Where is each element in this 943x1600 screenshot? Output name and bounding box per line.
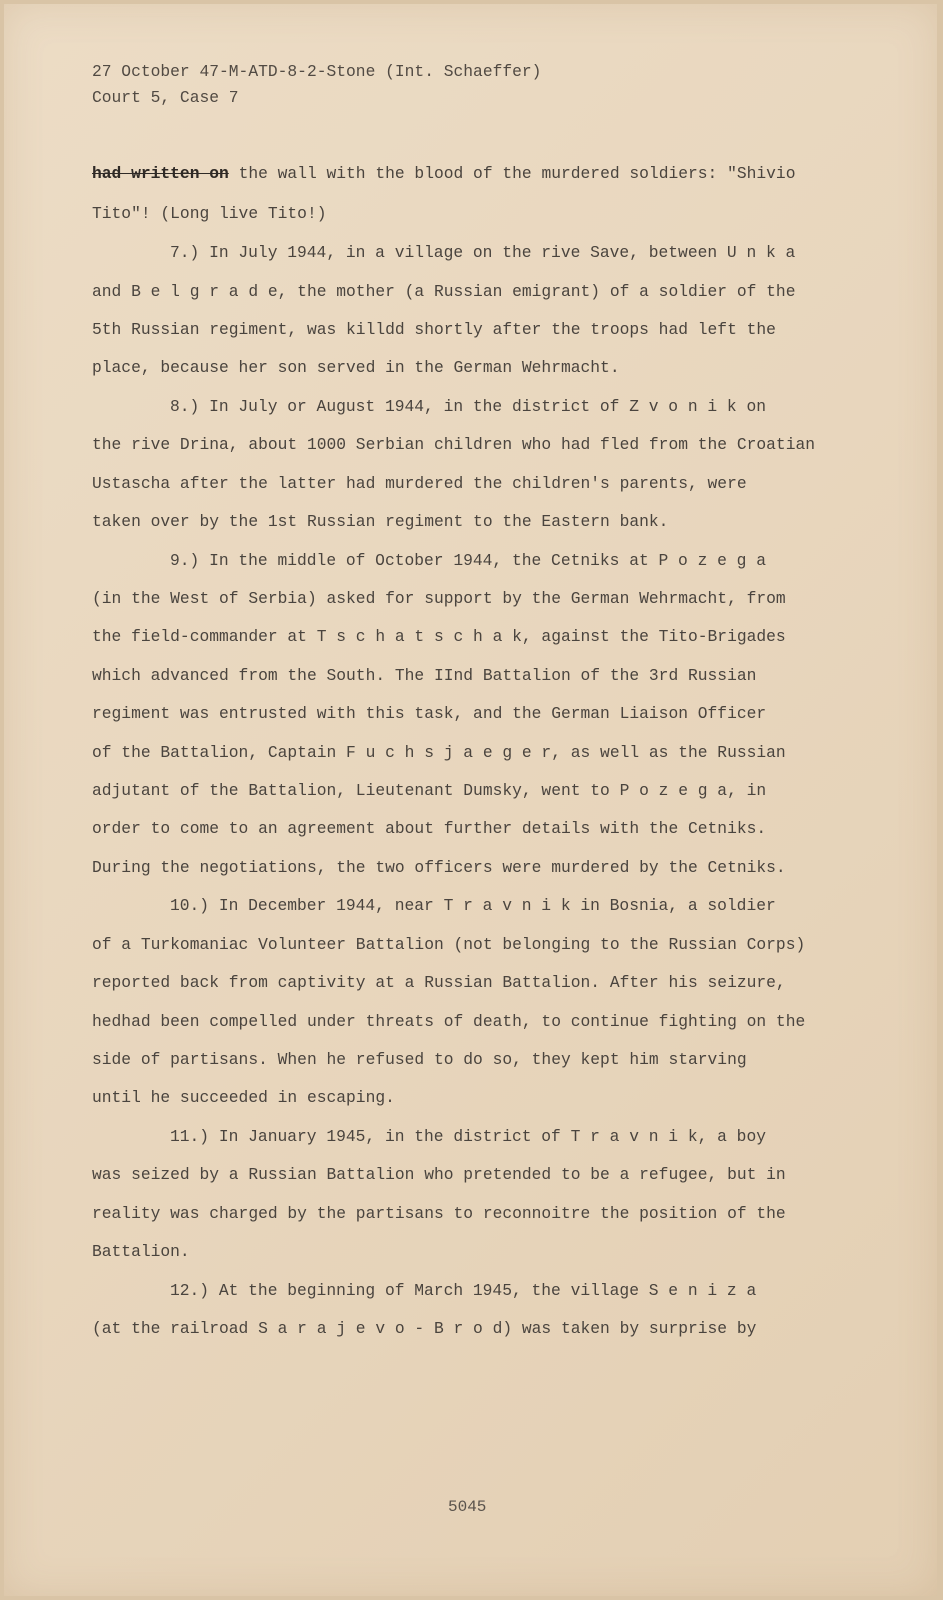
body-line	[92, 164, 795, 184]
body-line: During the negotiations, the two officers were murdered by the Cetniks.	[92, 858, 786, 877]
paragraph-9-start: 9.) In the middle of October 1944, the Cetniks at P o z e g a	[170, 551, 766, 570]
body-line: side of partisans. When he refused to do so, they kept him starving	[92, 1050, 747, 1069]
body-line: regiment was entrusted with this task, and the German Liaison Officer	[92, 704, 767, 723]
paragraph-8-start: 8.) In July or August 1944, in the district of Z v o n i k on	[170, 397, 766, 416]
body-line: of a Turkomaniac Volunteer Battalion (not belonging to the Russian Corps)	[92, 935, 806, 954]
body-line: the rive Drina, about 1000 Serbian children who had fled from the Croatian	[92, 435, 816, 454]
line-text: the wall with the blood of the murdered soldiers: "Shivio	[228, 164, 796, 183]
body-line: of the Battalion, Captain F u c h s j a e g e r, as well as the Russian	[92, 743, 786, 762]
body-line: Battalion.	[92, 1242, 190, 1261]
paragraph-11-start: 11.) In January 1945, in the district of T r a v n i k, a boy	[170, 1127, 766, 1146]
paragraph-12-start: 12.) At the beginning of March 1945, the village S e n i z a	[170, 1281, 757, 1300]
body-line: order to come to an agreement about further details with the Cetniks.	[92, 819, 767, 838]
page-number: 5045	[448, 1498, 487, 1516]
body-line: and B e l g r a d e, the mother (a Russian emigrant) of a soldier of the	[92, 282, 796, 301]
body-line: reported back from captivity at a Russian Battalion. After his seizure,	[92, 973, 786, 992]
body-line: taken over by the 1st Russian regiment to the Eastern bank.	[92, 512, 669, 531]
header-line-1: 27 October 47-M-ATD-8-2-Stone (Int. Schaeffer)	[92, 62, 542, 81]
paragraph-10-start: 10.) In December 1944, near T r a v n i k in Bosnia, a soldier	[170, 896, 776, 915]
body-line: place, because her son served in the German Wehrmacht.	[92, 358, 620, 377]
body-line: 5th Russian regiment, was killdd shortly after the troops had left the	[92, 320, 776, 339]
body-line: was seized by a Russian Battalion who pretended to be a refugee, but in	[92, 1165, 786, 1184]
body-line: the field-commander at T s c h a t s c h a k, against the Tito-Brigades	[92, 627, 786, 646]
paragraph-7-start: 7.) In July 1944, in a village on the rive Save, between U n k a	[170, 243, 796, 262]
document-page	[4, 4, 937, 1596]
struck-text: had written on	[92, 164, 229, 183]
body-line: hedhad been compelled under threats of death, to continue fighting on the	[92, 1012, 806, 1031]
body-line: adjutant of the Battalion, Lieutenant Dumsky, went to P o z e g a, in	[92, 781, 767, 800]
body-line: until he succeeded in escaping.	[92, 1088, 395, 1107]
body-line: reality was charged by the partisans to reconnoitre the position of the	[92, 1204, 786, 1223]
header-line-2: Court 5, Case 7	[92, 88, 239, 107]
body-line: (at the railroad S a r a j e v o - B r o d) was taken by surprise by	[92, 1319, 757, 1338]
body-line: Tito"! (Long live Tito!)	[92, 204, 327, 223]
body-line: which advanced from the South. The IInd Battalion of the 3rd Russian	[92, 666, 757, 685]
body-line: (in the West of Serbia) asked for support by the German Wehrmacht, from	[92, 589, 786, 608]
body-line: Ustascha after the latter had murdered the children's parents, were	[92, 474, 747, 493]
